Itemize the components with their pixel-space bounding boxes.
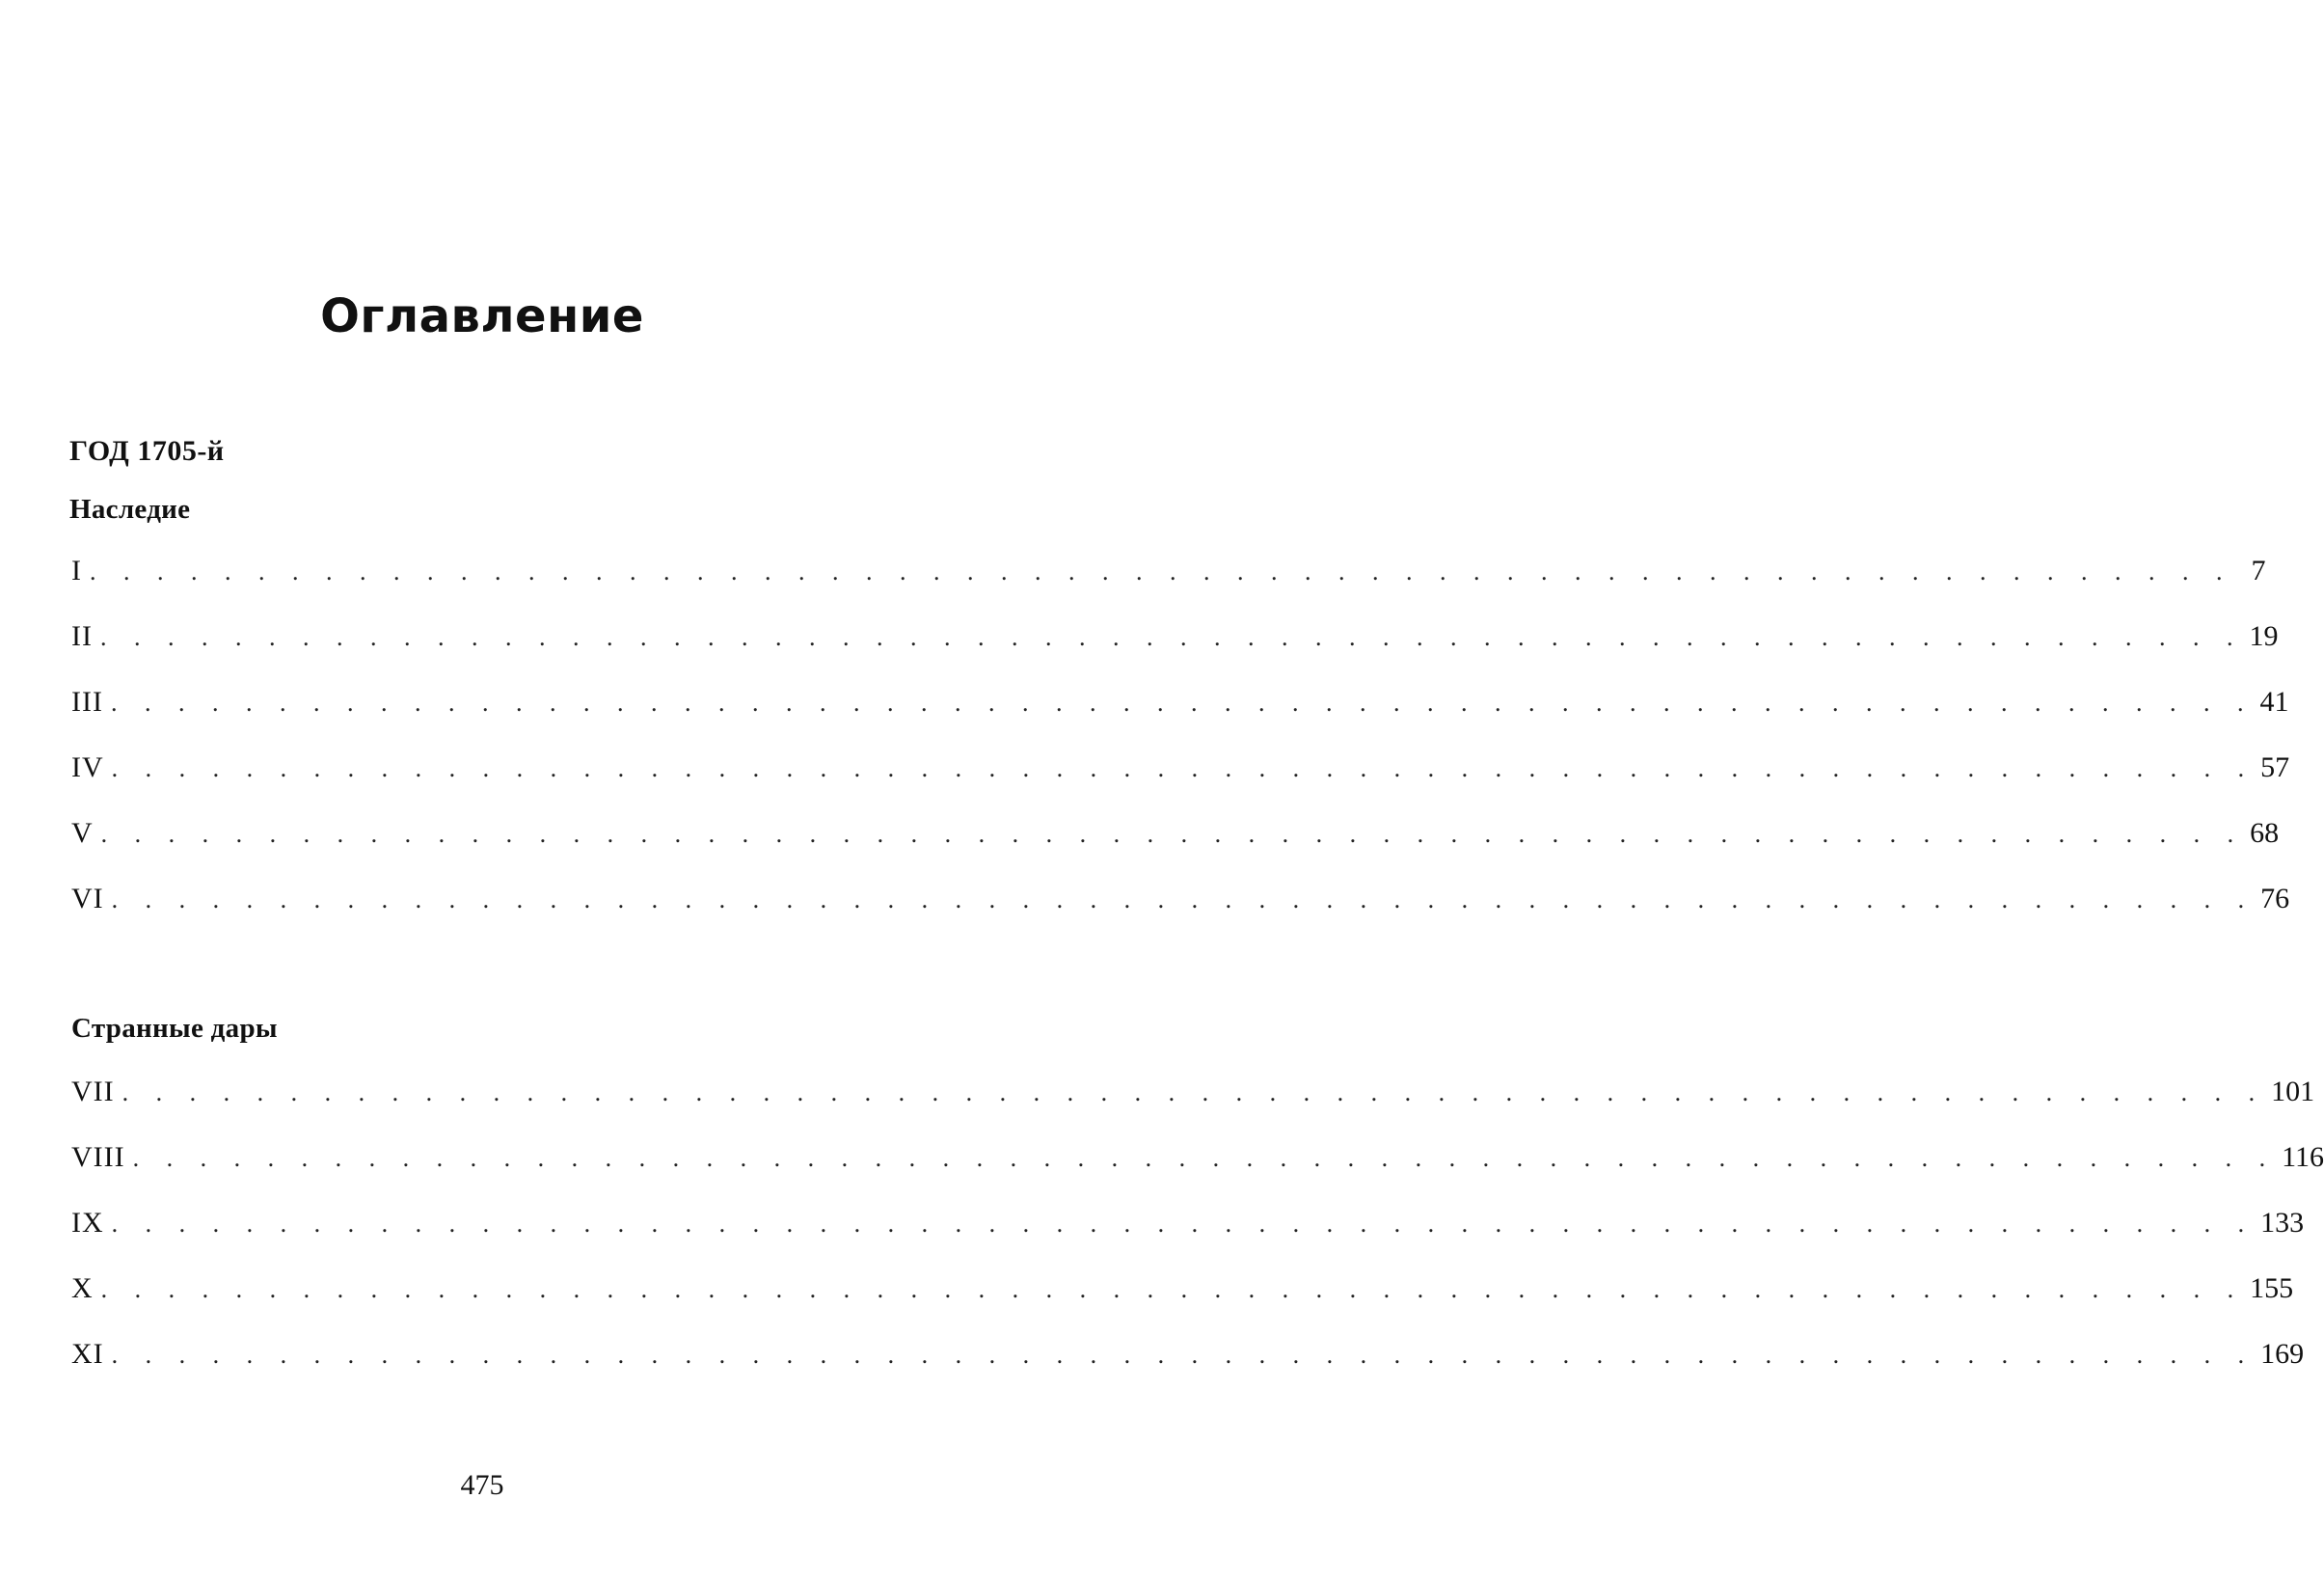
toc-entry-page: 41 xyxy=(2259,686,2289,718)
toc-entry-page: 19 xyxy=(2249,620,2279,652)
dot-leader: . . . . . . . . . . . . . . . . . . . . . . . . . . . . . . . . . . . . . . . . . . . . . . . . . . . . . . . . . . . . . . . . xyxy=(100,820,2245,848)
dot-leader: . . . . . . . . . . . . . . . . . . . . . . . . . . . . . . . . . . . . . . . . . . . . . . . . . . . . . . . . . . . . . . . . xyxy=(111,1210,2256,1238)
toc-entry-label: X xyxy=(71,1269,101,1308)
toc-entry-page: 169 xyxy=(2260,1338,2305,1370)
toc-entry[interactable] xyxy=(71,749,2290,787)
toc-entry[interactable] xyxy=(71,1073,2315,1111)
dot-leader: . . . . . . . . . . . . . . . . . . . . . . . . . . . . . . . . . . . . . . . . . . . . . . . . . . . . . . . . . . . . . . . . xyxy=(90,558,2233,586)
dot-leader: . . . . . . . . . . . . . . . . . . . . . . . . . . . . . . . . . . . . . . . . . . . . . . . . . . . . . . . . . . . . . . . . xyxy=(111,754,2256,782)
toc-entry-page: 155 xyxy=(2250,1272,2294,1304)
toc-entry-label: II xyxy=(71,617,100,656)
part-heading: ГОД 1705-й xyxy=(69,435,225,467)
dot-leader: . . . . . . . . . . . . . . . . . . . . . . . . . . . . . . . . . . . . . . . . . . . . . . . . . . . . . . . . . . . . . . . . xyxy=(132,1144,2277,1172)
section-heading-strannye-dary: Странные дары xyxy=(71,1013,278,1044)
toc-entry[interactable] xyxy=(71,552,2266,590)
toc-entry-page: 68 xyxy=(2250,817,2280,849)
page-title: Оглавление xyxy=(320,289,644,343)
dot-leader: . . . . . . . . . . . . . . . . . . . . . . . . . . . . . . . . . . . . . . . . . . . . . . . . . . . . . . . . . . . . . . . . xyxy=(100,1275,2245,1303)
toc-entry[interactable] xyxy=(71,880,2290,918)
toc-entry-label: I xyxy=(71,552,90,590)
toc-entry-label: V xyxy=(71,814,101,853)
page-number: 475 xyxy=(460,1469,504,1501)
toc-entry-label: VII xyxy=(71,1073,122,1111)
toc-entry[interactable] xyxy=(71,814,2280,853)
toc-entry-page: 101 xyxy=(2271,1076,2315,1107)
toc-entry-page: 133 xyxy=(2260,1207,2305,1239)
dot-leader: . . . . . . . . . . . . . . . . . . . . . . . . . . . . . . . . . . . . . . . . . . . . . . . . . . . . . . . . . . . . . . . . xyxy=(122,1078,2266,1106)
toc-entry-label: IX xyxy=(71,1204,112,1242)
toc-entry-label: VI xyxy=(71,880,112,918)
toc-entry-label: III xyxy=(71,683,111,722)
toc-entry[interactable] xyxy=(71,1138,2324,1177)
toc-entry[interactable] xyxy=(71,1204,2305,1242)
toc-entry[interactable] xyxy=(71,1335,2305,1374)
toc-entry-page: 116 xyxy=(2282,1141,2324,1173)
toc-entry[interactable] xyxy=(71,617,2279,656)
dot-leader: . . . . . . . . . . . . . . . . . . . . . . . . . . . . . . . . . . . . . . . . . . . . . . . . . . . . . . . . . . . . . . . . xyxy=(111,1341,2256,1369)
dot-leader: . . . . . . . . . . . . . . . . . . . . . . . . . . . . . . . . . . . . . . . . . . . . . . . . . . . . . . . . . . . . . . . . xyxy=(99,623,2244,651)
toc-entry-label: VIII xyxy=(71,1138,133,1177)
toc-entry-page: 7 xyxy=(2251,555,2266,586)
toc-entry-page: 76 xyxy=(2260,883,2290,914)
section-heading-nasledie: Наследие xyxy=(69,494,191,525)
toc-entry[interactable] xyxy=(71,1269,2294,1308)
dot-leader: . . . . . . . . . . . . . . . . . . . . . . . . . . . . . . . . . . . . . . . . . . . . . . . . . . . . . . . . . . . . . . . . xyxy=(110,689,2255,717)
toc-entry-page: 57 xyxy=(2260,751,2290,783)
toc-entry-label: IV xyxy=(71,749,112,787)
dot-leader: . . . . . . . . . . . . . . . . . . . . . . . . . . . . . . . . . . . . . . . . . . . . . . . . . . . . . . . . . . . . . . . . xyxy=(111,886,2256,913)
toc-entry[interactable] xyxy=(71,683,2289,722)
toc-entry-label: XI xyxy=(71,1335,112,1374)
